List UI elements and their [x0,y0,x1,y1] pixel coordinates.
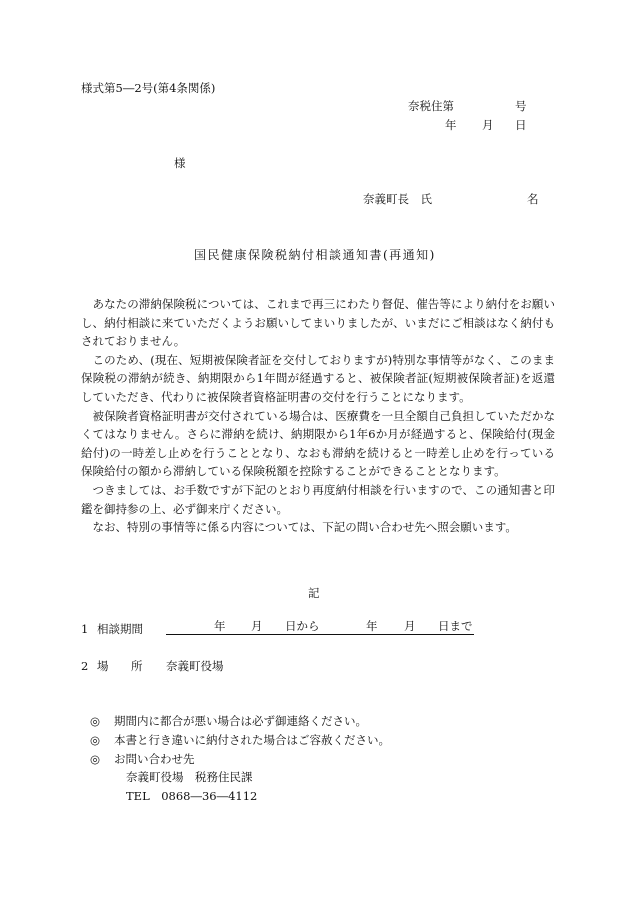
note-text: 本書と行き違いに納付された場合はご容赦ください。 [114,733,390,747]
to-month: 月 [404,619,416,633]
item2-label-a: 場 [97,659,109,673]
note-text: 期間内に都合が悪い場合は必ず御連絡ください。 [114,714,367,728]
sender-name-suffix: 名 [527,192,539,206]
paragraph: つきましては、お手数ですが下記のとおり再度納付相談を行いますので、この通知書と印鑑を御持参の上、必ず御来庁ください。 [81,482,555,516]
from-year: 年 [214,619,226,633]
note-bullet: ◎ [90,733,101,747]
note-bullet: ◎ [90,752,101,766]
doc-number-prefix: 奈税住第 [408,99,454,113]
to-year: 年 [366,619,378,633]
item2-number: 2 [81,659,89,673]
note-text: お問い合わせ先 [114,752,195,766]
paragraph: なお、特別の事情等に係る内容については、下記の問い合わせ先へ照会願います。 [92,520,517,535]
contact-office: 奈義町役場 税務住民課 [126,770,253,784]
page-title: 国民健康保険税納付相談通知書(再通知) [194,248,436,262]
paragraph: 被保険者資格証明書が交付されている場合は、医療費を一旦全額自己負担していただかなくてはなりません。さらに滞納を続け、納期限から1年6か月が経過すると、保険給付(現金給付)の一時差し止めを行うこととなり、なおも滞納を続けると一時差し止めを行っている保険給付の額から滞納している保険税額を控除することができることとなります。 [81,408,555,479]
item1-label: 相談期間 [97,622,143,636]
from-month: 月 [251,619,263,633]
item2-value: 奈義町役場 [166,659,224,673]
sender-title: 奈義町長 氏 [363,192,432,206]
date-month: 月 [482,118,494,132]
paragraph: あなたの滞納保険税については、これまで再三にわたり督促、催告等により納付をお願いし、納付相談に来ていただくようお願いしてまいりましたが、いまだにご相談はなく納付もされておりません。 [81,297,555,349]
body-paragraphs [81,295,555,537]
addressee-suffix: 様 [174,156,186,170]
from-day: 日から [285,619,320,633]
ki-marker: 記 [308,586,320,600]
paragraph: このため、(現在、短期被保険者証を交付しておりますが)特別な事情等がなく、このまま保険税の滞納が続き、納期限から1年間が経過すると、被保険者証(短期被保険者証)を返還していただき、代わりに被保険者資格証明書の交付を行うことになります。 [81,352,555,404]
form-number: 様式第5―2号(第4条関係) [81,81,216,95]
date-day: 日 [515,118,527,132]
doc-number-suffix: 号 [515,99,527,113]
note-bullet: ◎ [90,714,101,728]
item2-label-b: 所 [131,659,143,673]
consultation-period-line [166,620,474,635]
to-day: 日まで [438,619,473,633]
contact-tel: TEL 0868―36―4112 [126,789,258,803]
date-year: 年 [445,118,457,132]
item1-number: 1 [81,622,89,636]
